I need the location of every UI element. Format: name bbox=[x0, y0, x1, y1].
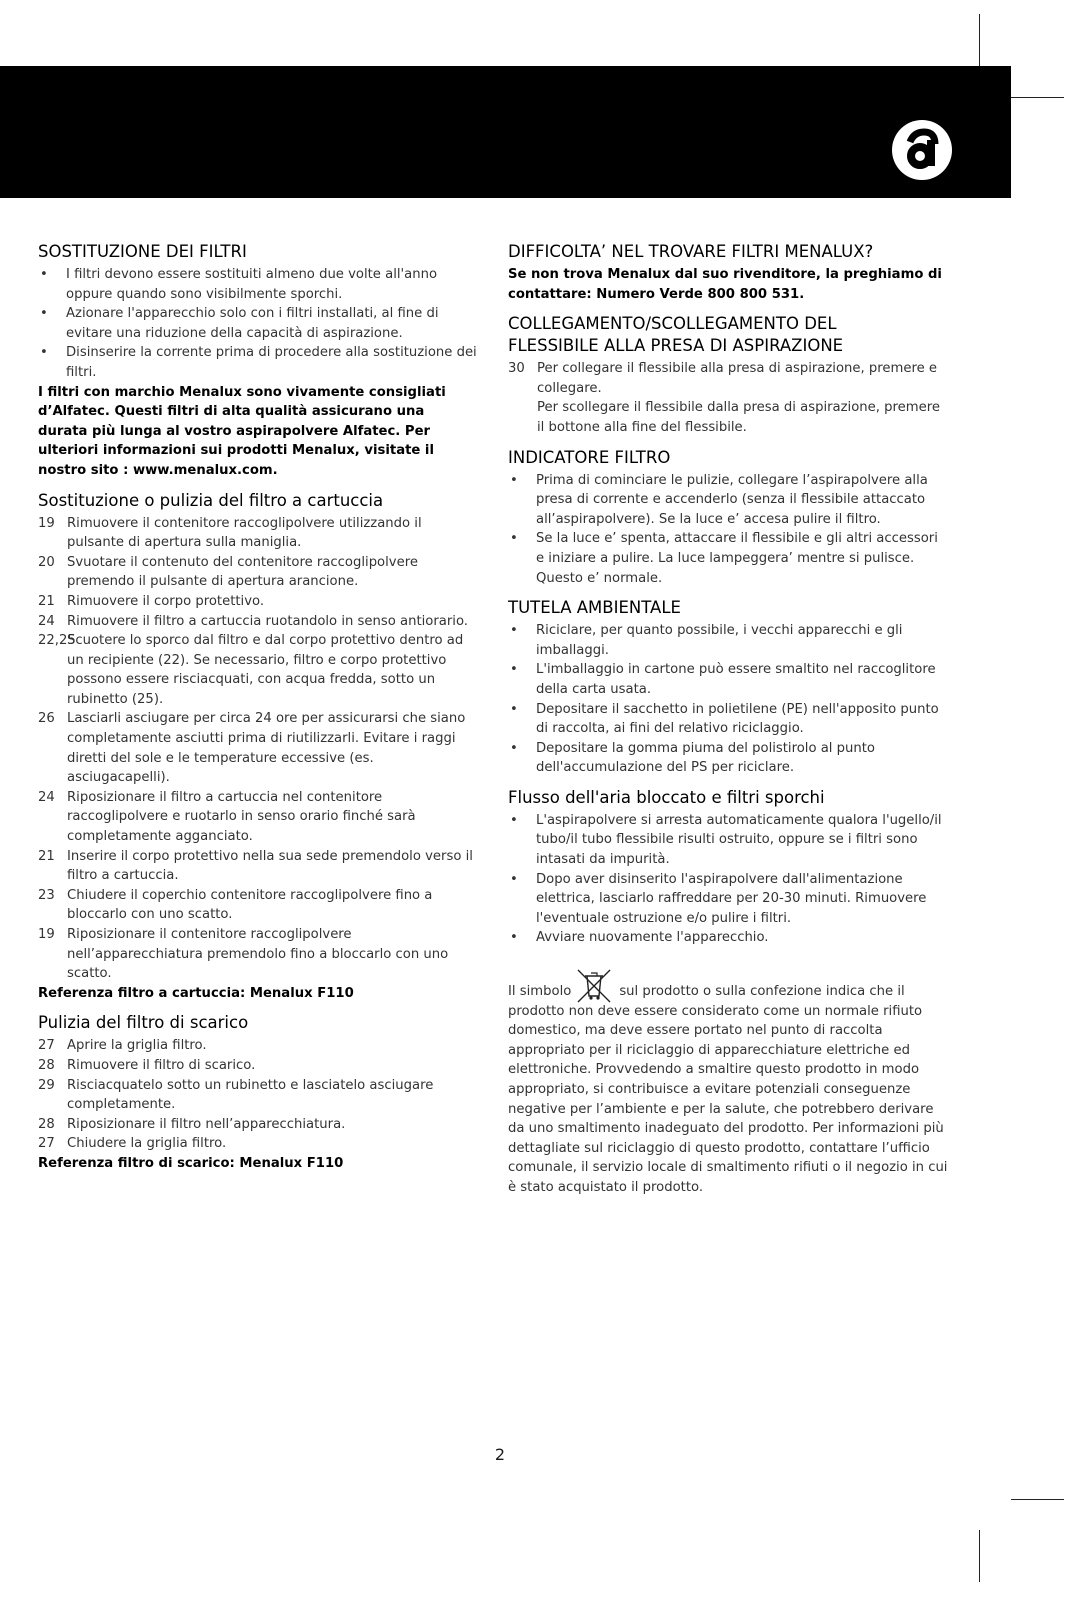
bullet-icon: • bbox=[510, 662, 518, 678]
list-item: • Disinserire la corrente prima di procedere alla sostituzione dei filtri. bbox=[40, 345, 477, 380]
bullet-icon: • bbox=[40, 267, 48, 282]
section-title-sostituzione-filtri: SOSTITUZIONE DEI FILTRI bbox=[38, 242, 247, 261]
step-item: 22,25 Scuotere lo sporco dal filtro e dal corpo protettivo dentro ad un recipiente (22). Se necessario, filtro e corpo protettivo possono essere risciacquati, con acqua fredda, sotto un rubinetto (25). bbox=[38, 633, 464, 707]
bullet-icon: • bbox=[510, 871, 518, 887]
step-item: 26 Lasciarli asciugare per circa 24 ore per assicurarsi che siano completamente asciutti prima di riutilizzarli. Evitare i raggi diretti del sole e le temperature eccessive (es. asciugacapelli). bbox=[38, 711, 466, 786]
step-item: 19 Rimuovere il contenitore raccoglipolvere utilizzando il pulsante di apertura sulla maniglia. bbox=[38, 515, 422, 551]
bullet-icon: • bbox=[510, 930, 518, 946]
section-title-hose-connection: COLLEGAMENTO/SCOLLEGAMENTO DEL FLESSIBILE ALLA PRESA DI ASPIRAZIONE bbox=[508, 314, 844, 356]
bullet-icon: • bbox=[40, 345, 48, 361]
step-item: 21 Rimuovere il corpo protettivo. bbox=[38, 593, 265, 609]
step-item: 19 Riposizionare il contenitore raccoglipolvere nell’apparecchiatura premendolo fino a bloccarlo con uno scatto. bbox=[38, 927, 449, 982]
menalux-recommendation: I filtri con marchio Menalux sono vivamente consigliati d’Alfatec. Questi filtri di alta qualità assicurano una durata più lunga al vostro aspirapolvere Alfatec. Per ulteriori informazioni sui prodotti Menalux, visitate il nostro sito : www.menalux.com. bbox=[38, 384, 446, 478]
environment-bullets bbox=[508, 621, 948, 778]
step-item: 21 Inserire il corpo protettivo nella sua sede premendolo verso il filtro a cartuccia. bbox=[38, 848, 473, 884]
weee-disposal-notice: Il simbolo sul prodotto o sulla confezione indica che il prodotto non deve essere considerato come un normale rifiuto domestico, ma deve essere portato nel punto di raccolta appropriato per il riciclaggio di apparecchiature elettriche ed elettroniche. Provvedendo a smaltire questo prodotto in modo appropriato, si contribuisce a evitare potenziali conseguenze negative per l’ambiente e per la salute, che potrebbero derivare da uno smaltimento inadeguato del prodotto. Per informazioni più dettagliate sul riciclaggio di questo prodotto, contattare l’ufficio comunale, il servizio locale di smaltimento rifiuti o il negozio in cui è stato acquistato il prodotto. bbox=[508, 968, 948, 1198]
exhaust-filter-reference: Referenza filtro di scarico: Menalux F110 bbox=[38, 1155, 344, 1171]
exhaust-steps bbox=[38, 1036, 478, 1154]
filter-replacement-bullets bbox=[38, 265, 478, 383]
header-band bbox=[0, 66, 1011, 198]
page-number: 2 bbox=[494, 1445, 506, 1464]
bullet-icon: • bbox=[510, 740, 518, 756]
step-item: 27 Chiudere la griglia filtro. bbox=[38, 1136, 227, 1152]
crop-mark-bottom bbox=[979, 1530, 980, 1582]
crossed-out-bin-icon bbox=[575, 968, 613, 1004]
hose-steps bbox=[508, 359, 948, 437]
list-item: • Riciclare, per quanto possibile, i vecchi apparecchi e gli imballaggi. bbox=[510, 623, 903, 658]
list-item: • L'imballaggio in cartone può essere smaltito nel raccoglitore della carta usata. bbox=[510, 662, 936, 697]
crop-mark-top bbox=[979, 14, 980, 66]
step-item: 28 Rimuovere il filtro di scarico. bbox=[38, 1057, 256, 1073]
list-item: • Se la luce e’ spenta, attaccare il flessibile e gli altri accessori e iniziare a pulire. La luce lampeggera’ mentre si pulisce. Questo e’ normale. bbox=[510, 531, 938, 586]
step-item: 23 Chiudere il coperchio contenitore raccoglipolvere fino a bloccarlo con uno scatto. bbox=[38, 887, 433, 923]
section-title-cartridge-filter: Sostituzione o pulizia del filtro a cartuccia bbox=[38, 490, 384, 510]
left-column bbox=[38, 241, 478, 1174]
filter-indicator-bullets bbox=[508, 471, 948, 589]
list-item: • Azionare l'apparecchio solo con i filtri installati, al fine di evitare una riduzione della capacità di aspirazione. bbox=[40, 306, 439, 341]
section-title-exhaust-filter: Pulizia del filtro di scarico bbox=[38, 1013, 249, 1033]
right-column bbox=[508, 241, 948, 1198]
bullet-icon: • bbox=[40, 306, 48, 322]
list-item: • Dopo aver disinserito l'aspirapolvere dall'alimentazione elettrica, lasciarlo raffreddare per 20-30 minuti. Rimuovere l'eventuale ostruzione e/o pulire i filtri. bbox=[510, 871, 927, 926]
bullet-icon: • bbox=[510, 472, 518, 488]
step-item: 20 Svuotare il contenuto del contenitore raccoglipolvere premendo il pulsante di apertura arancione. bbox=[38, 554, 418, 590]
list-item: • Depositare la gomma piuma del polistirolo al punto dell'accumulazione del PS per riciclare. bbox=[510, 740, 875, 776]
step-item: 24 Rimuovere il filtro a cartuccia ruotandolo in senso antiorario. bbox=[38, 613, 468, 629]
language-logo-icon bbox=[892, 120, 952, 180]
section-title-blocked-airflow: Flusso dell'aria bloccato e filtri sporchi bbox=[508, 787, 825, 807]
section-title-menalux-filters: DIFFICOLTA’ NEL TROVARE FILTRI MENALUX? bbox=[508, 242, 874, 261]
list-item: • I filtri devono essere sostituiti almeno due volte all'anno oppure quando sono visibilmente sporchi. bbox=[40, 267, 438, 302]
cartridge-steps bbox=[38, 514, 478, 984]
step-item: 24 Riposizionare il filtro a cartuccia nel contenitore raccoglipolvere e ruotarlo in senso orario finché sarà completamente agganciato. bbox=[38, 789, 416, 845]
crop-mark-bottom-right bbox=[1011, 1499, 1064, 1500]
list-item: • L'aspirapolvere si arresta automaticamente qualora l'ugello/il tubo/il tubo flessibile risulti ostruito, oppure se i filtri sono intasati da impurità. bbox=[510, 812, 942, 868]
section-title-filter-indicator: INDICATORE FILTRO bbox=[508, 447, 671, 467]
toll-free-contact: Se non trova Menalux dal suo rivenditore, la preghiamo di contattare: Numero Verde 800 800 531. bbox=[508, 267, 942, 302]
bullet-icon: • bbox=[510, 531, 518, 547]
list-item: • Prima di cominciare le pulizie, collegare l’aspirapolvere alla presa di corrente e accenderlo (senza il flessibile attaccato all’aspirapolvere). Se la luce e’ accesa pulire il filtro. bbox=[510, 472, 928, 527]
crop-mark-top-right bbox=[1011, 97, 1064, 98]
list-item: • Depositare il sacchetto in polietilene (PE) nell'apposito punto di raccolta, ai fini del relativo riciclaggio. bbox=[510, 701, 939, 737]
bullet-icon: • bbox=[510, 623, 518, 639]
blocked-airflow-bullets bbox=[508, 811, 948, 948]
cartridge-filter-reference: Referenza filtro a cartuccia: Menalux F110 bbox=[38, 985, 354, 1001]
step-item: 30 Per collegare il flessibile alla presa di aspirazione, premere e collegare. Per scollegare il flessibile dalla presa di aspirazione, premere il bottone alla fine del flessibile. bbox=[508, 361, 940, 435]
step-item: 28 Riposizionare il filtro nell’apparecchiatura. bbox=[38, 1116, 346, 1132]
bullet-icon: • bbox=[510, 701, 518, 717]
step-item: 27 Aprire la griglia filtro. bbox=[38, 1038, 207, 1054]
section-title-environment: TUTELA AMBIENTALE bbox=[508, 598, 681, 618]
bullet-icon: • bbox=[510, 812, 518, 828]
list-item: • Avviare nuovamente l'apparecchio. bbox=[508, 928, 948, 948]
step-item: 29 Risciacquatelo sotto un rubinetto e lasciatelo asciugare completamente. bbox=[38, 1077, 434, 1113]
